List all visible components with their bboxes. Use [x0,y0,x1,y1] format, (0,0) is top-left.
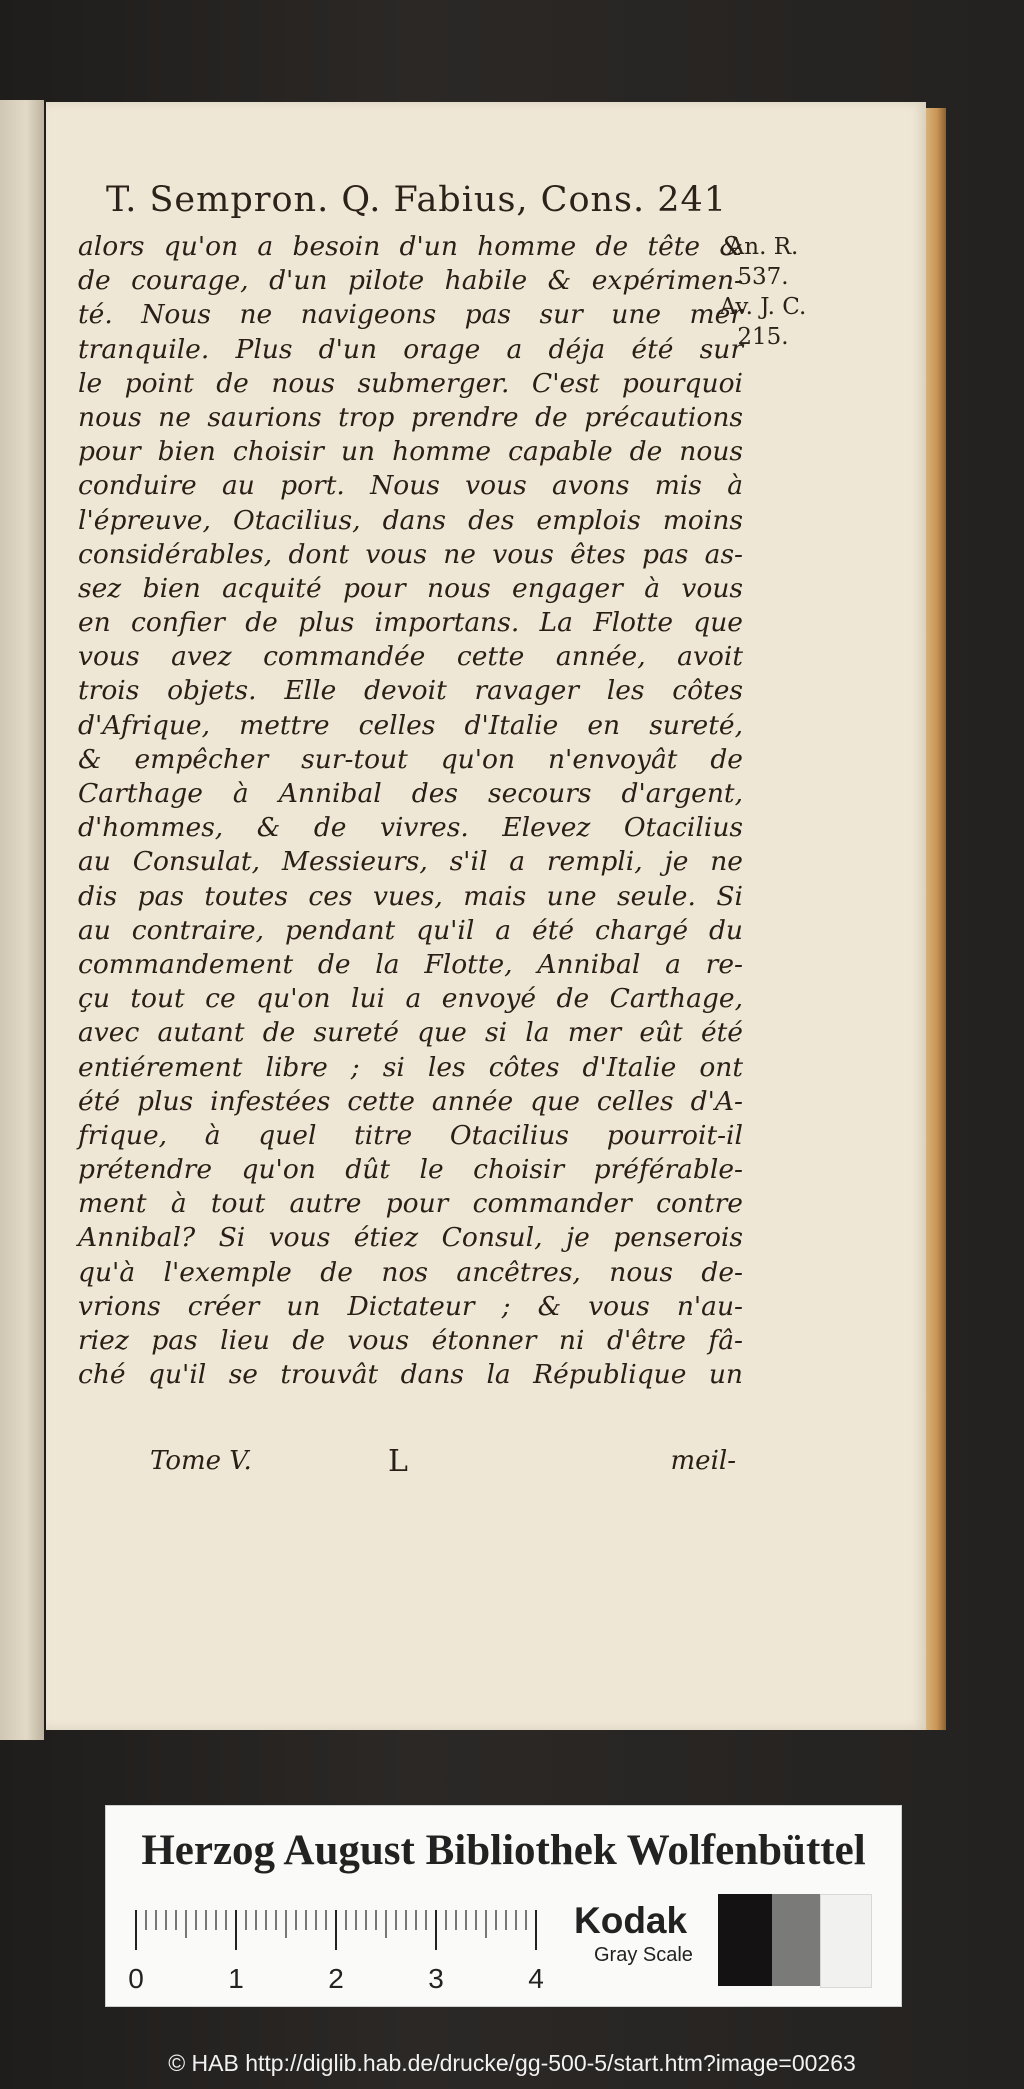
text-line: qu'à l'exemple de nos ancêtres, nous de- [78,1256,743,1288]
text-line: de courage, d'un pilote habile & expérimen- [78,265,743,297]
text-line: avec autant de sureté que si la mer eût été [78,1017,743,1049]
ruler-label: 4 [528,1963,544,1994]
text-line: l'épreuve, Otacilius, dans des emplois moins [78,504,743,536]
library-name: Herzog August Bibliothek Wolfenbüttel [141,1827,866,1874]
signature-mark: L [388,1444,408,1479]
page-fore-edge [926,108,946,1730]
margin-note [703,232,823,352]
text-line: alors qu'on a besoin d'un homme de tête & [78,231,743,262]
text-line: & empêcher sur-tout qu'on n'envoyât de [78,743,743,775]
margin-note-line: 537. [737,264,789,290]
text-line: té. Nous ne navigeons pas sur une mer [78,299,743,331]
text-line: pour bien choisir un homme capable de nous [78,436,743,468]
text-line: sez bien acquité pour nous engager à vous [78,572,743,604]
text-line: considérables, dont vous ne vous êtes pas as- [78,538,743,570]
text-line: çu tout ce qu'on lui a envoyé de Carthage, [78,983,743,1015]
ruler-label: 3 [428,1963,444,1994]
tome-label: Tome V. [150,1446,252,1476]
running-head: T. Sempron. Q. Fabius, Cons. 241 [106,180,728,220]
gray-swatch-mid [772,1894,820,1986]
text-line: prétendre qu'on dût le choisir préférable- [78,1154,743,1186]
text-line: tranquile. Plus d'un orage a déja été sur [78,333,743,365]
text-line: conduire au port. Nous vous avons mis à [78,470,743,502]
text-line: entiérement libre ; si les côtes d'Italie ont [78,1051,743,1083]
margin-note-line: 215. [737,324,789,350]
color-calibration-card [105,1805,902,2007]
ruler-label: 1 [228,1963,244,1994]
text-line: Carthage à Annibal des secours d'argent, [78,778,743,809]
ruler-label: 0 [128,1963,144,1994]
text-line: au Consulat, Messieurs, s'il a rempli, je ne [78,846,743,878]
text-line: riez pas lieu de vous étonner ni d'être fâ- [78,1325,743,1356]
text-line: été plus infestées cette année que celles d'A- [78,1085,743,1117]
gray-swatch-black [718,1894,772,1986]
gray-scale-label: Gray Scale [594,1944,693,1966]
gray-swatch-white [820,1894,872,1988]
text-line: frique, à quel titre Otacilius pourroit-il [78,1119,743,1151]
copyright-notice: © HAB http://diglib.hab.de/drucke/gg-500-5/start.htm?image=00263 [168,2050,856,2076]
ruler-label: 2 [328,1963,344,1994]
text-line: d'Afrique, mettre celles d'Italie en sureté, [78,709,743,741]
book-page [46,102,926,1730]
text-line: trois objets. Elle devoit ravager les côtes [78,675,743,707]
text-line: vrions créer un Dictateur ; & vous n'au- [78,1290,743,1322]
text-line: Annibal? Si vous étiez Consul, je penserois [78,1222,743,1254]
text-line: en confier de plus importans. La Flotte que [78,607,743,639]
text-line: nous ne saurions trop prendre de précautions [78,401,743,433]
text-line: commandement de la Flotte, Annibal a re- [78,948,743,980]
text-line: le point de nous submerger. C'est pourquoi [78,367,743,399]
margin-note-line: Av. J. C. [719,294,807,320]
text-line: d'hommes, & de vivres. Elevez Otacilius [78,812,743,844]
facing-page-edge [0,100,44,1740]
text-line: ché qu'il se trouvât dans la République un [78,1359,743,1391]
text-line: au contraire, pendant qu'il a été chargé du [78,914,743,946]
kodak-logo: Kodak [574,1900,688,1941]
text-line: vous avez commandée cette année, avoit [78,641,743,673]
text-line: dis pas toutes ces vues, mais une seule. Si [78,880,743,912]
page-footer [106,1444,736,1480]
margin-note-line: An. R. [727,234,799,260]
measurement-ruler [128,1906,564,1996]
body-text [78,230,743,1392]
text-line: ment à tout autre pour commander contre [78,1188,743,1220]
catchword: meil- [670,1446,736,1476]
